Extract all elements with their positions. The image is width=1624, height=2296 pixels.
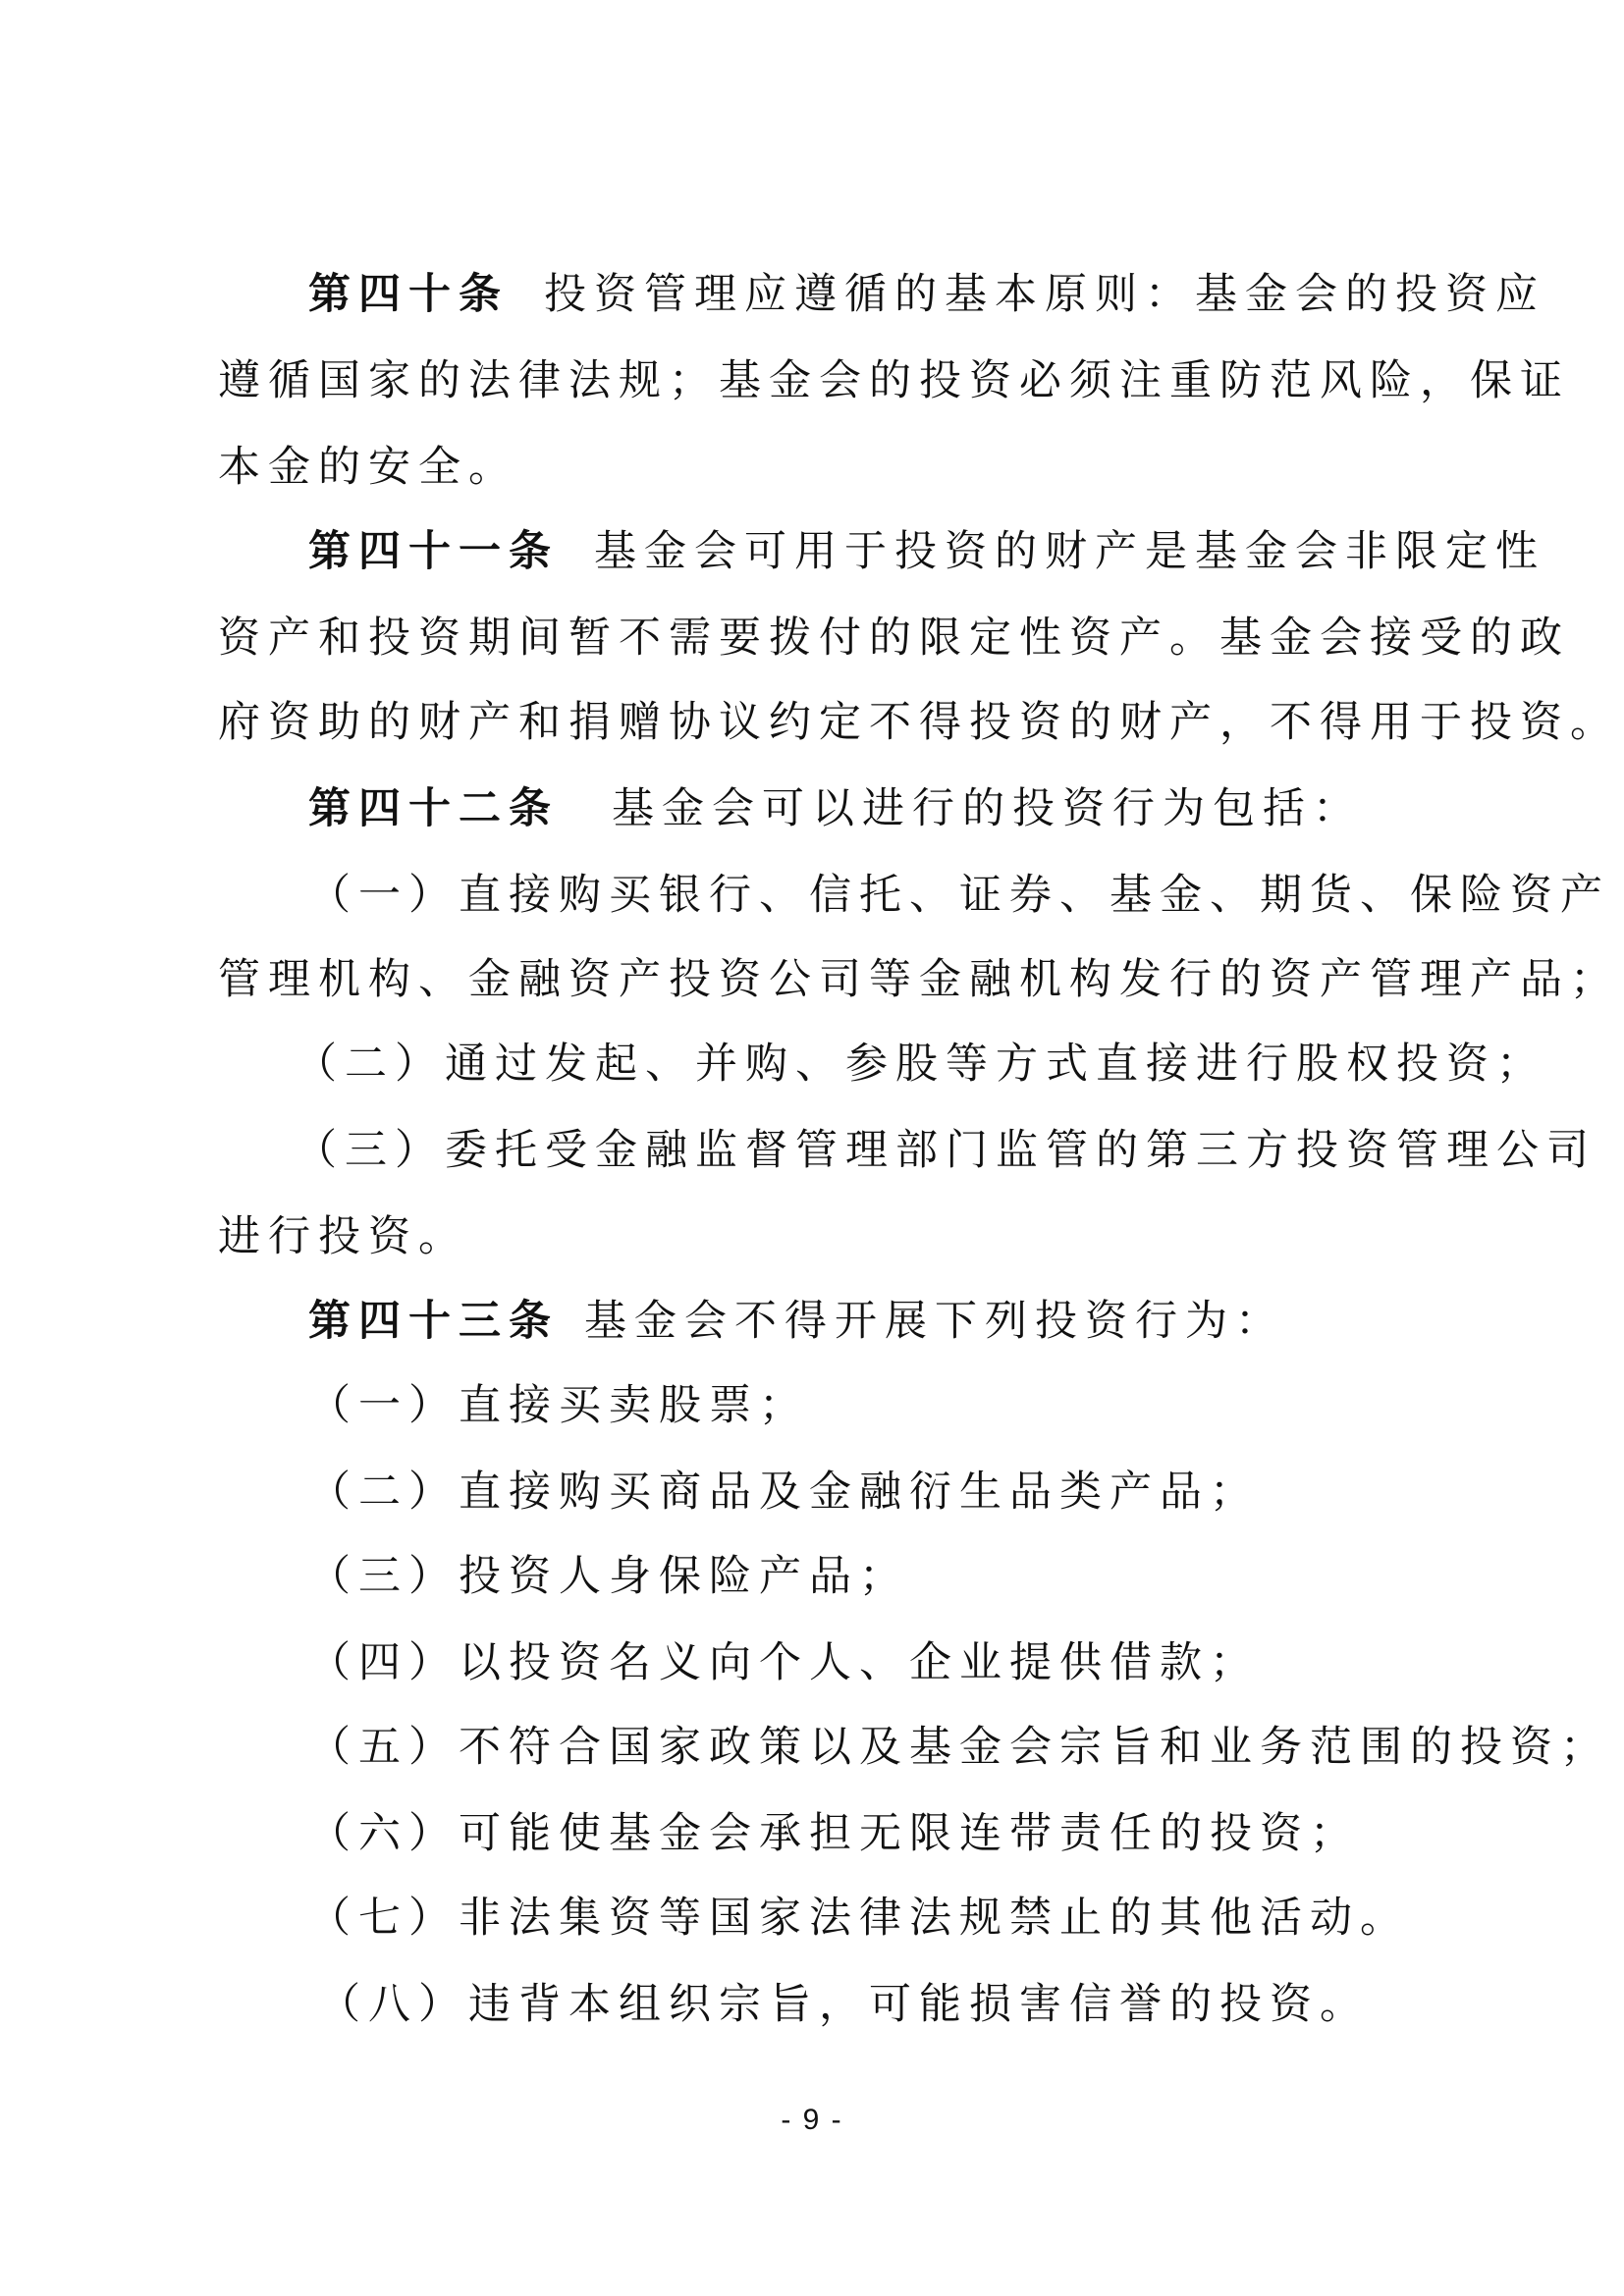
article-40-heading: 第四十条	[308, 270, 509, 319]
article-41-heading: 第四十一条	[308, 527, 559, 576]
article-42-intro: 基金会可以进行的投资行为包括：	[612, 784, 1363, 833]
article-40-text-1: 投资管理应遵循的基本原则：基金会的投资应	[544, 270, 1545, 319]
article-42-item-1-line-2: 管理机构、金融资产投资公司等金融机构发行的资产管理产品；	[218, 955, 1620, 1004]
article-43-item-1: （一）直接买卖股票；	[308, 1381, 809, 1430]
article-43-intro: 基金会不得开展下列投资行为：	[584, 1297, 1285, 1346]
article-42-item-3-line-1: （三）委托受金融监督管理部门监管的第三方投资管理公司	[295, 1126, 1597, 1175]
article-41-line-3: 府资助的财产和捐赠协议约定不得投资的财产，不得用于投资。	[218, 698, 1620, 747]
article-40-line-2: 遵循国家的法律法规；基金会的投资必须注重防范风险，保证	[218, 356, 1570, 405]
article-42-heading: 第四十二条	[308, 784, 559, 833]
article-43-item-7: （七）非法集资等国家法律法规禁止的其他活动。	[308, 1894, 1410, 1943]
article-43-item-6: （六）可能使基金会承担无限连带责任的投资；	[308, 1809, 1360, 1858]
article-40-line-1	[308, 265, 1545, 324]
article-42-item-2: （二）通过发起、并购、参股等方式直接进行股权投资；	[295, 1040, 1546, 1089]
article-41-line-2: 资产和投资期间暂不需要拨付的限定性资产。基金会接受的政	[218, 614, 1570, 663]
article-42-line-1	[308, 779, 1426, 838]
article-40-line-3: 本金的安全。	[218, 443, 518, 492]
article-43-heading: 第四十三条	[308, 1297, 559, 1346]
page-number: - 9 -	[781, 2104, 843, 2136]
article-43-item-4: （四）以投资名义向个人、企业提供借款；	[308, 1638, 1260, 1687]
article-41-line-1	[308, 522, 1545, 581]
article-43-item-2: （二）直接购买商品及金融衍生品类产品；	[308, 1468, 1260, 1517]
article-43-item-8: （八）违背本组织宗旨，可能损害信誉的投资。	[318, 1980, 1370, 2029]
article-41-text-1: 基金会可用于投资的财产是基金会非限定性	[594, 527, 1545, 576]
article-43-item-5: （五）不符合国家政策以及基金会宗旨和业务范围的投资；	[308, 1723, 1610, 1772]
article-43-item-3: （三）投资人身保险产品；	[308, 1552, 909, 1601]
article-42-item-3-line-2: 进行投资。	[218, 1212, 468, 1261]
article-42-item-1-line-1: （一）直接购买银行、信托、证券、基金、期货、保险资产	[308, 871, 1610, 920]
article-43-line-1	[308, 1292, 1426, 1351]
